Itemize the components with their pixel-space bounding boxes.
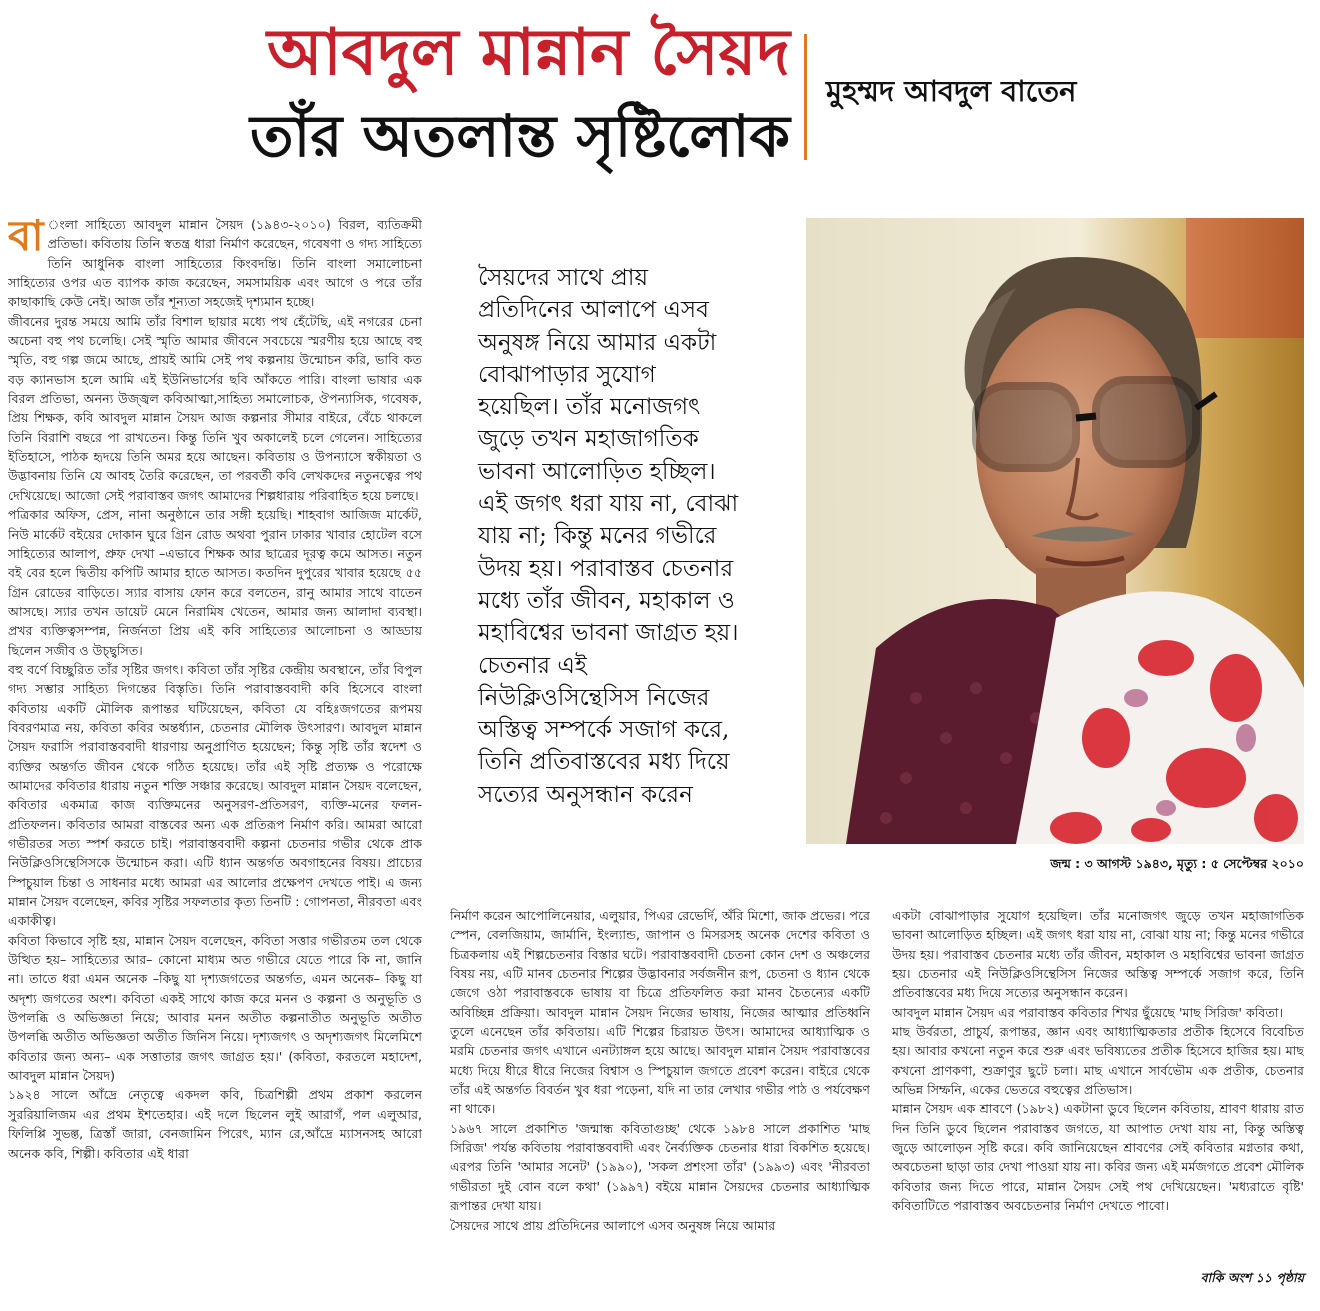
pull-quote-line: সৈয়দের সাথে প্রায় xyxy=(478,265,649,291)
lead-text: ংলা সাহিত্যে আবদুল মান্নান সৈয়দ (১৯৪৩-২০১০) বিরল, ব্যতিক্রমী প্রতিভা। কবিতায় তিনি স্বতন্ত্র ধারা নির্মাণ করেছেন, গবেষণা ও গদ্য সাহিত্যে তিনি আধুনিক বাংলা সাহিত্যের কিংবদন্তি। তিনি বাংলা সমালোচনা সাহিত্যের ওপর এত ব্যাপক কাজ করেছেন, সমসাময়িক এবং আগে ও পরে তাঁর কাছাকাছি কেউ নেই। আজ তাঁর শূন্যতা সহজেই দৃশ্যমান হচ্ছে। xyxy=(8,217,422,310)
pull-quote-line: বোঝাপাড়ার সুযোগ xyxy=(478,361,656,388)
portrait-photo xyxy=(806,218,1304,844)
article-column-1 xyxy=(8,215,422,1310)
article-lead-paragraph xyxy=(8,215,422,312)
pull-quote xyxy=(478,262,798,811)
pull-quote-line: নিউক্লিওসিন্থেসিস নিজের xyxy=(478,684,710,711)
article-paragraph: মান্নান সৈয়দ এক শ্রাবণে (১৯৮২) একটানা ডুবে ছিলেন কবিতায়, শ্রাবণ ধারায় রাত দিন তিনি ডুবে ছিলেন পরাবাস্তব জগতে, যা আপাত দেখা যায় না, কিন্তু অস্তিত্ব জুড়ে আলোড়ন সৃষ্টি করে। কবি জানিয়েছেন শ্রাবণের সেই কবিতার মগ্নতার কথা, অবচেতনা ছাড়া তার দেখা পাওয়া যায় না। কবির জন্য এই মর্মজগতে প্রবেশ মৌলিক কবিতার জন্য দিতে পারে, মান্নান সৈয়দ সেই পথ দেখিয়েছেন। 'মধ্যরাতে বৃষ্টি' কবিতাটিতে পরাবাস্তব অবচেতনার নির্মাণ দেখতে পাবো। xyxy=(892,1101,1304,1214)
article-paragraph: বহু বর্ণে বিচ্ছুরিত তাঁর সৃষ্টির জগৎ। কবিতা তাঁর সৃষ্টির কেন্দ্রীয় অবস্থানে, তাঁর বিপুল গদ্য সম্ভার সাহিত্য দিগন্তের বিস্তৃতি। তিনি পরাবাস্তববাদী কবি হিসেবে বাংলা কবিতায় একটি মৌলিক রূপান্তর ঘটিয়েছেন, কবিতা যে বহিঃজগতের রূপময় বিবরণমাত্র নয়, কবিতা কবির অন্তর্ধ্যান, চেতনার মৌলিক উৎসারণ। আবদুল মান্নান সৈয়দ ফরাসি পরাবাস্তববাদী ধারণায় অনুপ্রাণিত হয়েছেন; কিন্তু সৃষ্টি তাঁর স্বদেশ ও ব্যক্তির অন্তর্গত জীবন থেকে গঠিত হয়েছে। তাঁর এই সৃষ্টি প্রত্যক্ষ ও পরোক্ষে আমাদের কবিতার ধারায় নতুন শক্তি সঞ্চার করেছে। আবদুল মান্নান সৈয়দ বলেছেন, কবিতার একমাত্র কাজ ব্যক্তিমনের অনুসরণ-প্রতিসরণ, ব্যক্তি-মনের ফলন-প্রতিফলন। কবিতার আমরা বাস্তবের অন্য এক প্রতিরূপ নির্মাণ করি। আমরা আরো গভীরতর সত্য স্পর্শ করতে চাই। পরাবাস্তববাদী কল্পনা চেতনার গভীর থেকে প্রাক নিউক্লিওসিন্থেসিসকে উন্মোচন করা। এটি ধ্যান অন্তর্গত অবগাহনের বিষয়। প্রাচ্যের স্পিচুয়াল চিন্তা ও সাধনার মধ্যে আমরা এর আলোর প্রক্ষেপণ দেখতে পাই। এ জন্য মান্নান সৈয়দ বলেছেন, কবির সৃষ্টির সফলতার কৃত্য তিনটি : গোপনতা, নীরবতা এবং একাকীত্ব। xyxy=(8,661,422,929)
pull-quote-line: অনুষঙ্গ নিয়ে আমার একটা xyxy=(478,329,717,356)
article-paragraph: সৈয়দের সাথে প্রায় প্রতিদিনের আলাপে এসব অনুষঙ্গ নিয়ে আমার xyxy=(450,1217,776,1233)
article-paragraph: আবদুল মান্নান সৈয়দ এর পরাবাস্তব কবিতার শিখর ছুঁয়েছে 'মাছ সিরিজ' কবিতা। xyxy=(892,1004,1283,1020)
pull-quote-line: জুড়ে তখন মহাজাগতিক xyxy=(478,426,699,453)
article-paragraph: মাছ উর্বরতা, প্রাচুর্য, রূপান্তর, জ্ঞান এবং আধ্যাত্মিকতার প্রতীক হিসেবে বিবেচিত হয়। আবার কখনো নতুন করে শুরু এবং ভবিষ্যতের প্রতীক হিসেবে হাজির হয়। মাছ কখনো প্রাণকণা, শুক্রাণুর ছুটে চলা। মাছ এখানে সার্বভৌম এক প্রতীক, চেতনার অভিন্ন সিম্ফনি, একের ভেতরে বহুত্বের প্রতিভাস। xyxy=(892,1024,1304,1098)
article-paragraph: জীবনের দুরন্ত সময়ে আমি তাঁর বিশাল ছায়ার মধ্যে পথ হেঁটেছি, এই নগরের চেনা অচেনা বহু পথ চলেছি। সেই স্মৃতি আমার জীবনে সবচেয়ে স্মরণীয় হয়ে আছে বহু স্মৃতি, বহু গল্প জমে আছে, প্রায়ই আমি সেই পথ কল্পনায় উন্মোচন করি, ভাবি কত বড় ক্যানভাস হলে আমি এই ইউনিভার্সের ছবি আঁকতে পারি। বাংলা ভাষার এক বিরল প্রতিভা, অনন্য উজ্জ্বল কবিআত্মা,সাহিত্য সমালোচক, ঔপন্যাসিক, গবেষক, প্রিয় শিক্ষক, কবি আবদুল মান্নান সৈয়দ আজ কল্পনার সীমার বাইরে, বেঁচে থাকলে তিনি বিরাশি বছরে পা রাখতেন। কিন্তু তিনি খুব অকালেই চলে গেলেন। সাহিত্যের ইতিহাসে, পাঠক হৃদয়ে তিনি অমর হয়ে আছেন। কবিতায় ও উপন্যাসে স্বকীয়তা ও উদ্ভাবনায় তিনি যে আবহ তৈরি করেছেন, তা পরবর্তী কবি লেখকদের নতুনত্বের পথ দেখিয়েছে। আজো সেই পরাবাস্তব জগৎ আমাদের শিল্পধারায় পরিবাহিত হয়ে চলছে। xyxy=(8,313,422,503)
title-divider xyxy=(804,34,807,160)
article-paragraph: ১৯২৪ সালে আঁদ্রে নেতৃত্বে একদল কবি, চিত্রশিল্পী প্রথম প্রকাশ করলেন সুররিয়ালিজম এর প্রথম ইশতেহার। এই দলে ছিলেন লুই আরাগঁ, পল এলুআর, ফিলিপ্পি সুভল্ত, ত্রিস্তাঁ জারা, বেনজামিন পিরেৎ, ম্যান রে,আঁদ্রে ম্যাসনসহ আরো অনেক কবি, শিল্পী। কবিতার এই ধারা xyxy=(8,1087,422,1161)
headline-subtitle: তাঁর অতলান্ত সৃষ্টিলোক xyxy=(250,102,790,170)
pull-quote-line: অস্তিত্ব সম্পর্কে সজাগ করে, xyxy=(478,717,730,744)
pull-quote-line: এই জগৎ ধরা যায় না, বোঝা xyxy=(478,491,739,518)
pull-quote-line: উদয় হয়। পরাবাস্তব চেতনার xyxy=(478,555,734,582)
author-byline: মুহম্মদ আবদুল বাতেন xyxy=(826,74,1077,108)
drop-cap: বা xyxy=(8,215,44,260)
article-paragraph: কবিতা কিভাবে সৃষ্টি হয়, মান্নান সৈয়দ বলেছেন, কবিতা সত্তার গভীরতম তল থেকে উত্থিত হয়– সাহিত্যের আর– কোনো মাধ্যম অত গভীরে যেতে পারে কি না, জানি না। তাতে ধরা এমন অনেক –কিছু যা দৃশ্যজগতের অন্তর্গত, এমন অনেক– কিছু যা অদৃশ্য জগতের অংশ। কবিতা একই সাথে কাজ করে মনন ও কল্পনা ও অনুভূতি ও উপলব্ধি ও অভিজ্ঞতা নিয়ে; আবার মনন অতীত কল্পনাতীত অনুভূতি অতীত উপলব্ধি অতীত অভিজ্ঞতা অতীত জিনিস নিয়ে। দৃশ্যজগৎ ও অদৃশ্যজগৎ মিলেমিশে কবিতার জন্য অন্য– এক সত্তাতার জগৎ জাগ্রত হয়।' (কবিতা, করতলে মহাদেশ, আবদুল মান্নান সৈয়দ) xyxy=(8,932,422,1084)
article-paragraph: পত্রিকার অফিস, প্রেস, নানা অনুষ্ঠানে তার সঙ্গী হয়েছি। শাহবাগ আজিজ মার্কেট, নিউ মার্কেট বইয়ের দোকান ঘুরে গ্রিন রোড অথবা পুরান ঢাকার খাবার হোটেল বসে সাহিত্যের আলাপ, প্রুফ দেখা –এভাবে শিক্ষক আর ছাত্রের দূরত্ব কমে আসত। নতুন বই বের হলে দ্বিতীয় কপিটি আমার হাতে আসত। কতদিন দুপুরের খাবার হয়েছে ৫৫ গ্রিন রোডের বাড়িতে। স্যার বাসায় ফোন করে বলতেন, রানু আমার সাথে বাতেন আসছে। স্যার তখন ডায়েট মেনে নিরামিষ খেতেন, আমার জন্য আলাদা ব্যবস্থা। প্রখর ব্যক্তিত্বসম্পন্ন, নির্জনতা প্রিয় এই কবি সাহিত্যের আলোচনা ও আড্ডায় ছিলেন সজীব ও উচ্ছ্বসিত। xyxy=(8,507,422,658)
article-paragraph: ১৯৬৭ সালে প্রকাশিত 'জন্মান্ধ কবিতাগুচ্ছ' থেকে ১৯৮৪ সালে প্রকাশিত 'মাছ সিরিজ' পর্যন্ত কবিতায় পরাবাস্তববাদী এবং নৈর্ব্যক্তিক চেতনার ধারা বিকশিত হয়েছে। এরপর তিনি 'আমার সনেট' (১৯৯০), 'সকল প্রশংসা তাঁর' (১৯৯৩) এবং 'নীরবতা গভীরতা দুই বোন বলে কথা' (১৯৯৭) বইয়ে মান্নান সৈয়দের চেতনার আধ্যাত্মিক রূপান্তর দেখা যায়। xyxy=(450,1120,870,1214)
pull-quote-line: চেতনার এই xyxy=(478,652,587,679)
article-column-3 xyxy=(892,906,1304,1236)
article-column-2 xyxy=(450,906,870,1296)
portrait-illustration xyxy=(806,218,1304,844)
photo-caption: জন্ম : ৩ আগস্ট ১৯৪৩, মৃত্যু : ৫ সেপ্টেম্বর ২০১০ xyxy=(1050,856,1304,871)
pull-quote-line: প্রতিদিনের আলাপে এসব xyxy=(478,297,709,324)
pull-quote-line: ভাবনা আলোড়িত হচ্ছিল। xyxy=(478,458,716,485)
pull-quote-line: মধ্যে তাঁর জীবন, মহাকাল ও xyxy=(478,587,735,614)
article-paragraph: একটা বোঝাপাড়ার সুযোগ হয়েছিল। তাঁর মনোজগৎ জুড়ে তখন মহাজাগতিক ভাবনা আলোড়িত হচ্ছিল। এই জগৎ ধরা যায় না, বোঝা যায় না; কিন্তু মনের গভীরে উদয় হয়। পরাবাস্তব চেতনার মধ্যে তাঁর জীবন, মহাকাল ও মহাবিশ্বের ভাবনা জাগ্রত হয়। চেতনার এই নিউক্লিওসিন্থেসিস নিজের অস্তিত্ব সম্পর্কে সজাগ করে, তিনি প্রতিবাস্তবের মধ্য দিয়ে সত্যের অনুসন্ধান করেন। xyxy=(892,908,1304,1001)
pull-quote-line: সত্যের অনুসন্ধান করেন xyxy=(478,781,693,808)
article-paragraph: নির্মাণ করেন আপোলিনেয়ার, এলুয়ার, পিএর রেভের্দি, অঁরি মিশো, জাক প্রভের। পরে স্পেন, বেলজিয়াম, জার্মানি, ইংল্যান্ড, জাপান ও মিসরসহ অনেক দেশের কবিতা ও চিত্রকলায় এই শিল্পচেতনার বিস্তার ঘটে। পরাবাস্তববাদী চেতনা কোন দেশ ও অঞ্চলের বিষয় নয়, এটি মানব চেতনার শিল্পের উদ্ভাবনার সর্বজনীন রূপ, চেতনা ও ধ্যান থেকে জেগে ওঠা পরাবাস্তবকে ভাষায় বা চিত্রে প্রতিফলিত করা মানব চৈতন্যের একটি অবিচ্ছিন্ন প্রক্রিয়া। আবদুল মান্নান সৈয়দ নিজের ভাষায়, নিজের আত্মার প্রতিধ্বনি তুলে এনেছেন তাঁর কবিতায়। এটি শিল্পের চিরায়ত উৎস। আমাদের আধ্যাত্মিক ও মরমি চেতনার জগৎ এখানে এনট্যাঙ্গল হয়ে আছে। আবদুল মান্নান সৈয়দ পরাবাস্তবের মধ্যে দিয়ে ধীরে ধীরে নিজের বিশ্বাস ও স্পিচুয়াল জগতে প্রবেশ করেন। বাইরে থেকে তাঁর এই অন্তর্গত বিবর্তন খুব ধরা পড়েনা, যদি না তার লেখার গভীর পাঠ ও পর্যবেক্ষণ না থাকে। xyxy=(450,908,870,1117)
continued-note: বাকি অংশ ১১ পৃষ্ঠায় xyxy=(1200,1270,1304,1285)
pull-quote-line: হয়েছিল। তাঁর মনোজগৎ xyxy=(478,394,701,421)
pull-quote-line: মহাবিশ্বের ভাবনা জাগ্রত হয়। xyxy=(478,620,739,647)
pull-quote-line: তিনি প্রতিবাস্তবের মধ্য দিয়ে xyxy=(478,749,730,776)
headline-name: আবদুল মান্নান সৈয়দ xyxy=(266,15,790,90)
pull-quote-line: যায় না; কিন্তু মনের গভীরে xyxy=(478,523,717,550)
